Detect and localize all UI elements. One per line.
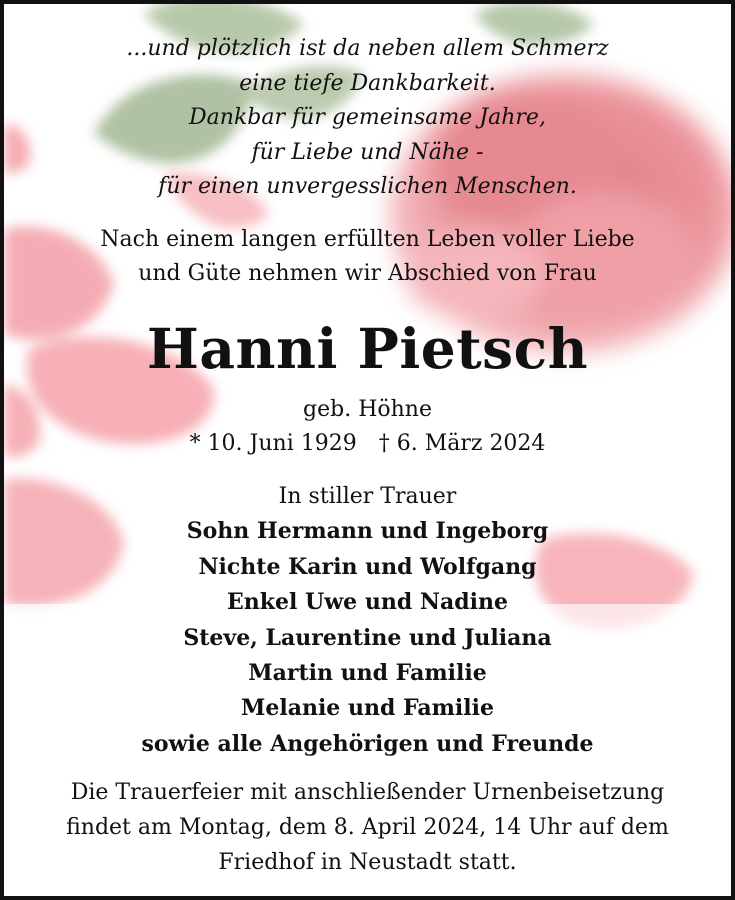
mourner-entry: Sohn Hermann und Ingeborg — [186, 518, 549, 545]
poem-line: eine tiefe Dankbarkeit. — [239, 70, 496, 96]
poem-line: für einen unvergesslichen Menschen. — [158, 174, 577, 199]
mourner-entry: Enkel Uwe und Nadine — [227, 589, 508, 616]
memorial-poem — [4, 32, 731, 205]
poem-line: ...und plötzlich ist da neben allem Schmerz — [126, 36, 609, 61]
mourner-entry: sowie alle Angehörigen und Freunde — [141, 730, 594, 757]
deceased-name: Hanni Pietsch — [146, 316, 589, 381]
funeral-line: Die Trauerfeier mit anschließender Urnenbeisetzung — [70, 780, 665, 805]
intro-line: Nach einem langen erfüllten Leben voller Liebe — [100, 227, 635, 252]
funeral-line: Friedhof in Neustadt statt. — [218, 850, 517, 875]
mourner-entry: Steve, Laurentine und Juliana — [183, 624, 552, 651]
mourners-heading: In stiller Trauer — [278, 484, 457, 509]
mourner-entry: Nichte Karin und Wolfgang — [198, 553, 537, 580]
maiden-name: geb. Höhne — [303, 397, 432, 422]
intro-line: und Güte nehmen wir Abschied von Frau — [138, 261, 597, 286]
funeral-info — [4, 775, 731, 880]
poem-line: für Liebe und Nähe - — [251, 139, 484, 165]
mourners-list — [4, 479, 731, 762]
funeral-line: findet am Montag, dem 8. April 2024, 14 Uhr auf dem — [66, 815, 669, 840]
deceased-details — [4, 393, 731, 461]
life-dates — [4, 427, 731, 461]
farewell-intro — [4, 223, 731, 291]
mourner-entry: Martin und Familie — [248, 660, 487, 687]
death-date: † 6. März 2024 — [378, 431, 546, 456]
poem-line: Dankbar für gemeinsame Jahre, — [189, 105, 546, 130]
mourner-entry: Melanie und Familie — [240, 695, 495, 722]
birth-date: * 10. Juni 1929 — [189, 431, 357, 456]
